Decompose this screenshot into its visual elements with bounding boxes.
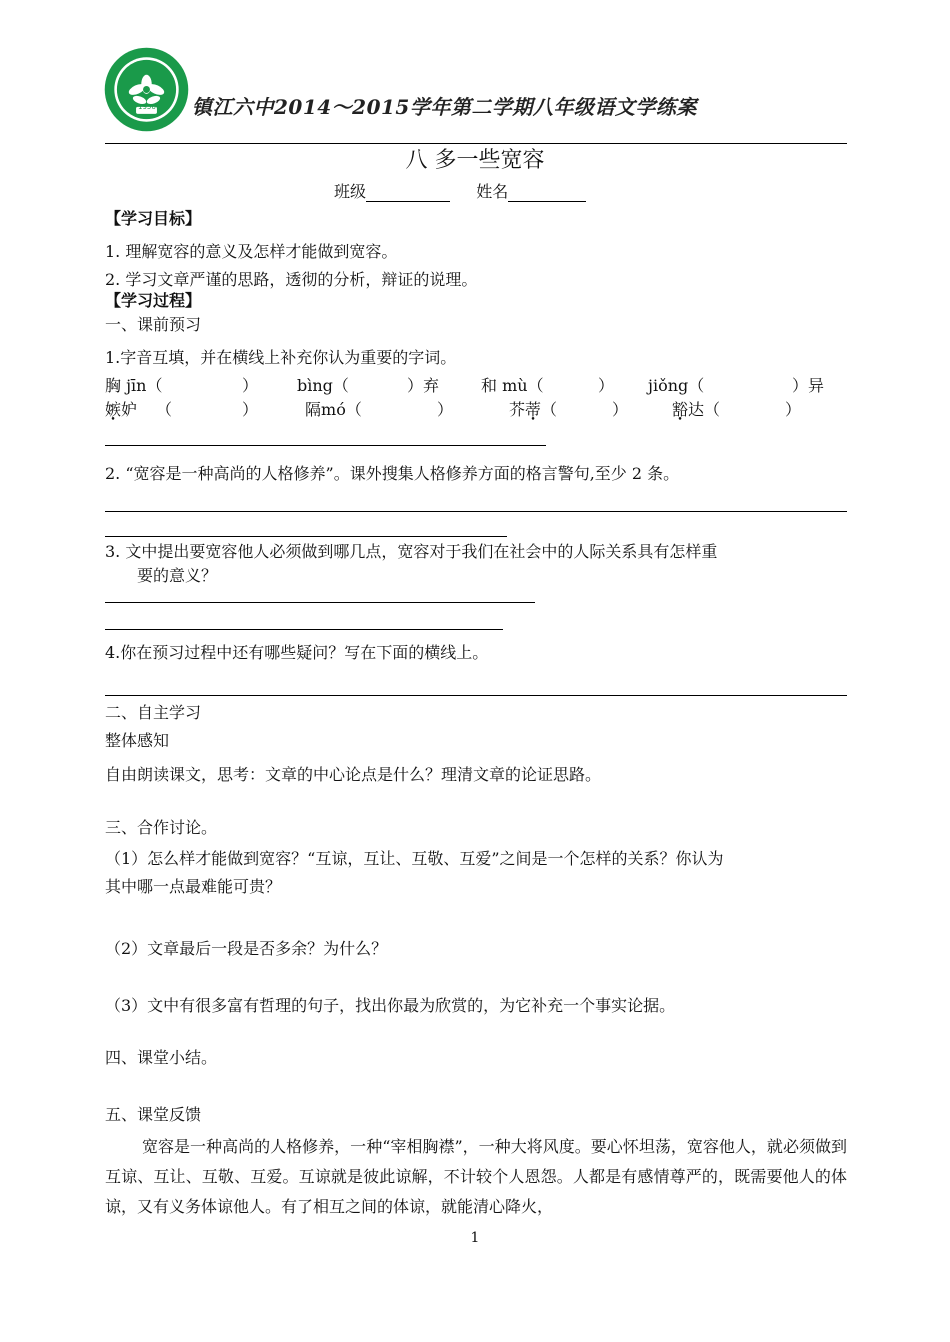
discussion-1-line-2: 其中哪一点最难能可贵？ bbox=[105, 877, 282, 896]
class-field[interactable] bbox=[366, 183, 450, 202]
section-2-heading: 二、自主学习 bbox=[105, 703, 202, 722]
char-item: 嫉妒 （ bbox=[105, 400, 173, 419]
char-paren: ） bbox=[437, 400, 454, 419]
seal-year: 1956 bbox=[138, 103, 156, 111]
answer-line[interactable] bbox=[105, 536, 507, 537]
section-3-heading: 三、合作讨论。 bbox=[105, 818, 218, 837]
school-seal-logo bbox=[103, 46, 190, 133]
pinyin-paren: ）弃 bbox=[407, 376, 440, 395]
answer-line[interactable] bbox=[105, 695, 847, 696]
header-rule bbox=[105, 143, 847, 144]
question-3-line-2: 要的意义？ bbox=[137, 566, 218, 585]
discussion-3: （3）文中有很多富有哲理的句子，找出你最为欣赏的，为它补充一个事实论据。 bbox=[105, 996, 676, 1015]
name-field[interactable] bbox=[508, 183, 586, 202]
page-number: 1 bbox=[470, 1230, 480, 1246]
discussion-2: （2）文章最后一段是否多余？为什么？ bbox=[105, 939, 388, 958]
char-item: 豁达（ bbox=[672, 400, 721, 419]
goal-item-2: 2. 学习文章严谨的思路，透彻的分析，辩证的说理。 bbox=[105, 270, 478, 289]
section-1-heading: 一、课前预习 bbox=[105, 315, 202, 334]
dotted-char: 豁 bbox=[672, 400, 689, 419]
answer-line[interactable] bbox=[105, 445, 546, 446]
section-5-heading: 五、课堂反馈 bbox=[105, 1105, 202, 1124]
dotted-char: 嫉 bbox=[105, 400, 122, 419]
section-2-subheading: 整体感知 bbox=[105, 731, 170, 750]
discussion-1-line-1: （1）怎么样才能做到宽容？“互谅，互让、互敬、互爱”之间是一个怎样的关系？你认为 bbox=[105, 849, 724, 868]
pinyin-paren: ）异 bbox=[792, 376, 825, 395]
answer-line[interactable] bbox=[105, 602, 535, 603]
process-heading: 【学习过程】 bbox=[105, 291, 202, 310]
goal-item-1: 1. 理解宽容的意义及怎样才能做到宽容。 bbox=[105, 242, 398, 261]
char-paren: ） bbox=[612, 400, 629, 419]
answer-line[interactable] bbox=[105, 629, 503, 630]
question-3-line-1: 3. 文中提出要宽容他人必须做到哪几点，宽容对于我们在社会中的人际关系具有怎样重 bbox=[105, 542, 718, 561]
name-label: 姓名 bbox=[476, 182, 509, 201]
class-label: 班级 bbox=[334, 182, 367, 201]
pinyin-item: jiǒng（ bbox=[648, 376, 705, 395]
pinyin-paren: ） bbox=[598, 376, 615, 395]
feedback-paragraph: 宽容是一种高尚的人格修养，一种“宰相胸襟”，一种大将风度。要心怀坦荡，宽容他人，就必须做到互谅、互让、互敬、互爱。互谅就是彼此谅解，不计较个人恩怨。人都是有感情尊严的，既需要他人的体谅，又有义务体谅他人。有了相互之间的体谅，就能清心降火， bbox=[105, 1137, 847, 1216]
char-item: 芥蒂（ bbox=[509, 400, 558, 419]
header-title: 镇江六中2014～2015学年第二学期八年级语文学练案 bbox=[192, 95, 697, 119]
section-4-heading: 四、课堂小结。 bbox=[105, 1048, 218, 1067]
page-title: 八 多一些宽容 bbox=[405, 148, 545, 173]
pinyin-item: bìng（ bbox=[297, 376, 349, 395]
pinyin-item: 胸 jīn（ bbox=[105, 376, 163, 395]
student-info bbox=[334, 182, 586, 202]
question-4: 4.你在预习过程中还有哪些疑问？写在下面的横线上。 bbox=[105, 643, 489, 662]
char-item: 隔mó（ bbox=[305, 400, 362, 419]
char-paren: ） bbox=[785, 400, 802, 419]
pinyin-paren: ） bbox=[242, 376, 259, 395]
char-paren: ） bbox=[242, 400, 259, 419]
section-2-prompt: 自由朗读课文，思考：文章的中心论点是什么？理清文章的论证思路。 bbox=[105, 765, 602, 784]
goals-heading: 【学习目标】 bbox=[105, 209, 202, 228]
question-2: 2. “宽容是一种高尚的人格修养”。课外搜集人格修养方面的格言警句,至少 2 条。 bbox=[105, 464, 680, 483]
pinyin-item: 和 mù（ bbox=[481, 376, 544, 395]
answer-line[interactable] bbox=[105, 511, 847, 512]
dotted-char: 蒂 bbox=[525, 400, 542, 419]
question-1: 1.字音互填，并在横线上补充你认为重要的字词。 bbox=[105, 348, 457, 367]
